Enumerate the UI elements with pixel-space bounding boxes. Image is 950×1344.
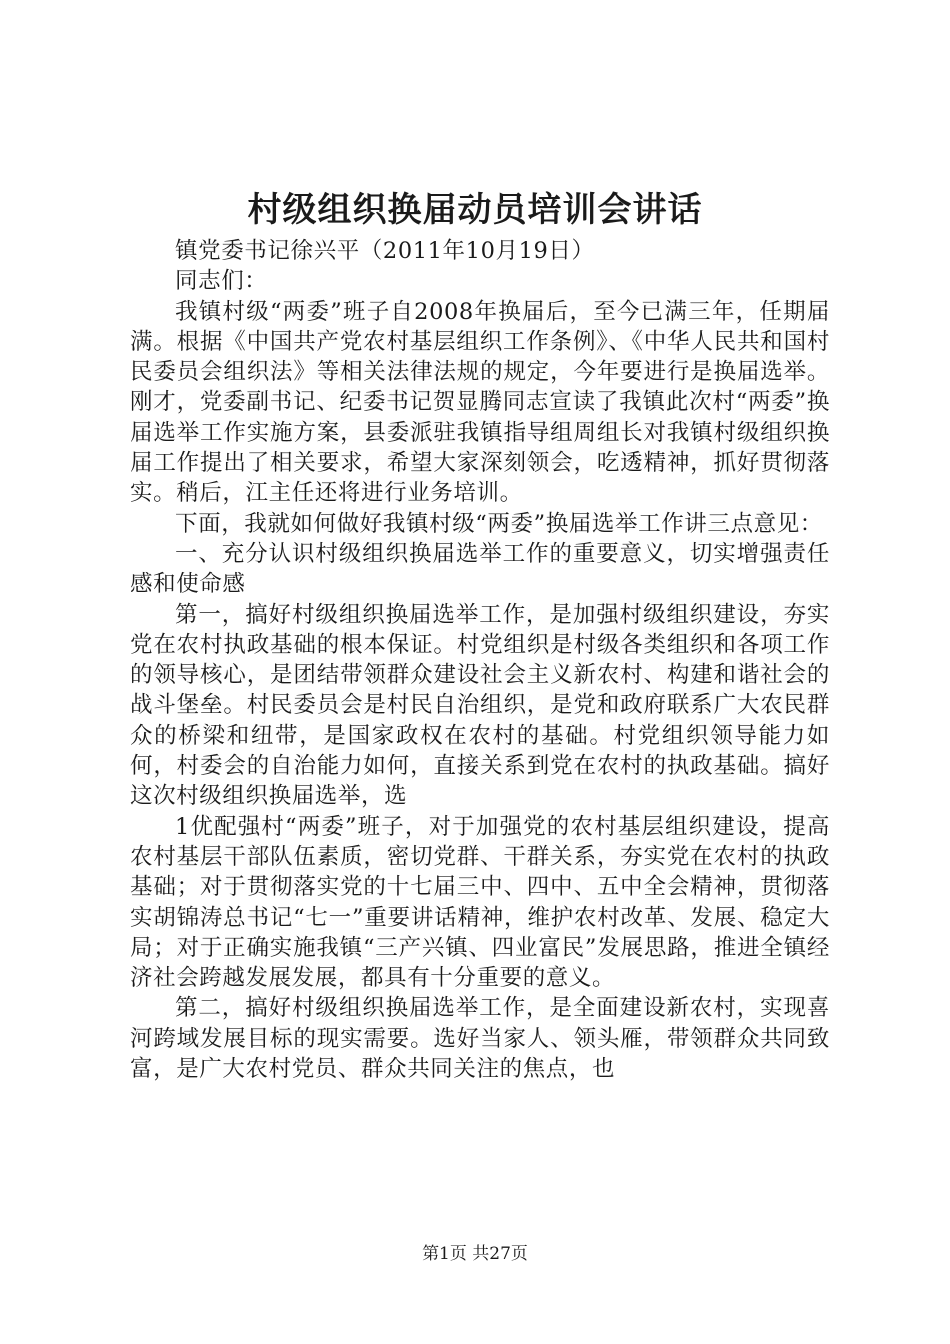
paragraph: 1优配强村“两委”班子，对于加强党的农村基层组织建设，提高农村基层干部队伍素质，密切党群、干群关系，夯实党在农村的执政基础；对于贯彻落实党的十七届三中、四中、五中全会精神，贯彻落实胡锦涛总书记“七一”重要讲话精神，维护农村改革、发展、稳定大局；对于正确实施我镇“三产兴镇、四业富民”发展思路，推进全镇经济社会跨越发展发展，都具有十分重要的意义。 [130, 813, 830, 992]
paragraph: 我镇村级“两委”班子自2008年换届后，至今已满三年，任期届满。根据《中国共产党农村基层组织工作条例》、《中华人民共和国村民委员会组织法》等相关法律法规的规定，今年要进行是换届选举。刚才，党委副书记、纪委书记贺显腾同志宣读了我镇此次村“两委”换届选举工作实施方案，县委派驻我镇指导组周组长对我镇村级组织换届工作提出了相关要求，希望大家深刻领会，吃透精神，抓好贯彻落实。稍后，江主任还将进行业务培训。 [130, 298, 830, 507]
paragraph: 第二，搞好村级组织换届选举工作，是全面建设新农村，实现喜河跨域发展目标的现实需要。选好当家人、领头雁，带领群众共同致富，是广大农村党员、群众共同关注的焦点，也 [130, 995, 830, 1083]
document-title: 村级组织换届动员培训会讲话 [247, 190, 703, 230]
salutation: 同志们： [175, 268, 268, 295]
document-body [130, 236, 830, 1084]
section-heading: 一、充分认识村级组织换届选举工作的重要意义，切实增强责任感和使命感 [130, 540, 830, 598]
page-indicator: 第1页 共27页 [422, 1244, 528, 1264]
author-line: 镇党委书记徐兴平（2011年10月19日） [175, 238, 595, 264]
paragraph: 下面，我就如何做好我镇村级“两委”换届选举工作讲三点意见： [175, 510, 823, 537]
paragraph: 第一，搞好村级组织换届选举工作，是加强村级组织建设，夯实党在农村执政基础的根本保证。村党组织是村级各类组织和各项工作的领导核心，是团结带领群众建设社会主义新农村、构建和谐社会的战斗堡垒。村民委员会是村民自治组织，是党和政府联系广大农民群众的桥梁和纽带，是国家政权在农村的基础。村党组织领导能力如何，村委会的自治能力如何，直接关系到党在农村的执政基础。搞好这次村级组织换届选举，选 [130, 601, 830, 810]
